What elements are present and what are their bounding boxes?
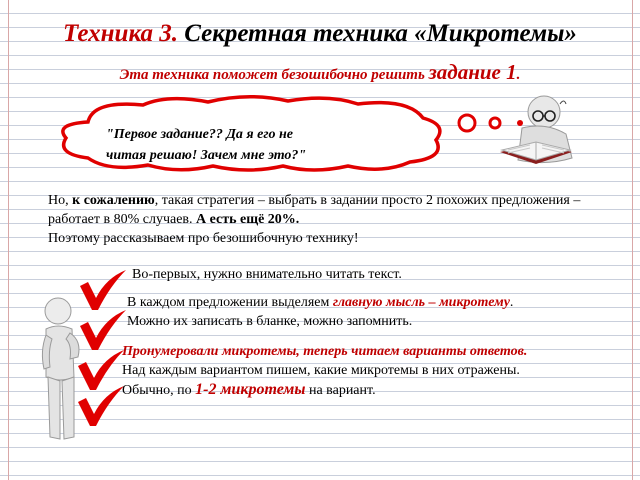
intro-paragraph (48, 191, 608, 248)
step-3-text: Обычно, по (122, 383, 196, 398)
step-2-text: В каждом предложении выделяем (127, 295, 333, 310)
page-subtitle (0, 60, 640, 85)
step-3-highlight: Пронумеровали микротемы, теперь читаем варианты ответов. (122, 344, 528, 359)
cloud-quote-line2: читая решаю! Зачем мне это?" (106, 148, 307, 163)
intro-bold-2: А есть ещё 20%. (196, 212, 300, 227)
title-prefix: Техника 3. (63, 20, 179, 47)
intro-text-2: , такая стратегия – выбрать в задании просто 2 похожих предложения – работает в 80% случаев. (48, 193, 581, 227)
subtitle-text: Эта техника поможет безошибочно решить (119, 67, 425, 83)
step-1: Во-первых, нужно внимательно читать текст. (132, 267, 402, 282)
step-3-line2: Над каждым вариантом пишем, какие микротемы в них отражены. (122, 363, 520, 378)
step-3-highlight-2: 1-2 микротемы (195, 381, 306, 398)
subtitle-end: . (516, 67, 521, 83)
cloud-quote-line1: "Первое задание?? Да я его не (106, 127, 293, 142)
subtitle-highlight: задание 1 (428, 60, 517, 84)
step-2-end: . (509, 295, 514, 310)
reading-figure-icon (486, 94, 582, 174)
cloud-quote (106, 124, 396, 166)
step-2 (127, 293, 607, 331)
thinking-figure-icon (38, 297, 90, 447)
step-2-line2: Можно их записать в бланке, можно запомнить. (127, 314, 413, 329)
intro-bold-1: к сожалению (72, 193, 155, 208)
page-title (0, 20, 640, 48)
intro-text-3: Поэтому рассказываем про безошибочную технику! (48, 231, 359, 246)
step-3 (122, 342, 602, 400)
title-main: Секретная техника «Микротемы» (184, 20, 577, 47)
intro-text-1: Но, (48, 193, 73, 208)
step-3-end: на вариант. (305, 383, 376, 398)
step-2-highlight: главную мысль – микротему (332, 295, 510, 310)
